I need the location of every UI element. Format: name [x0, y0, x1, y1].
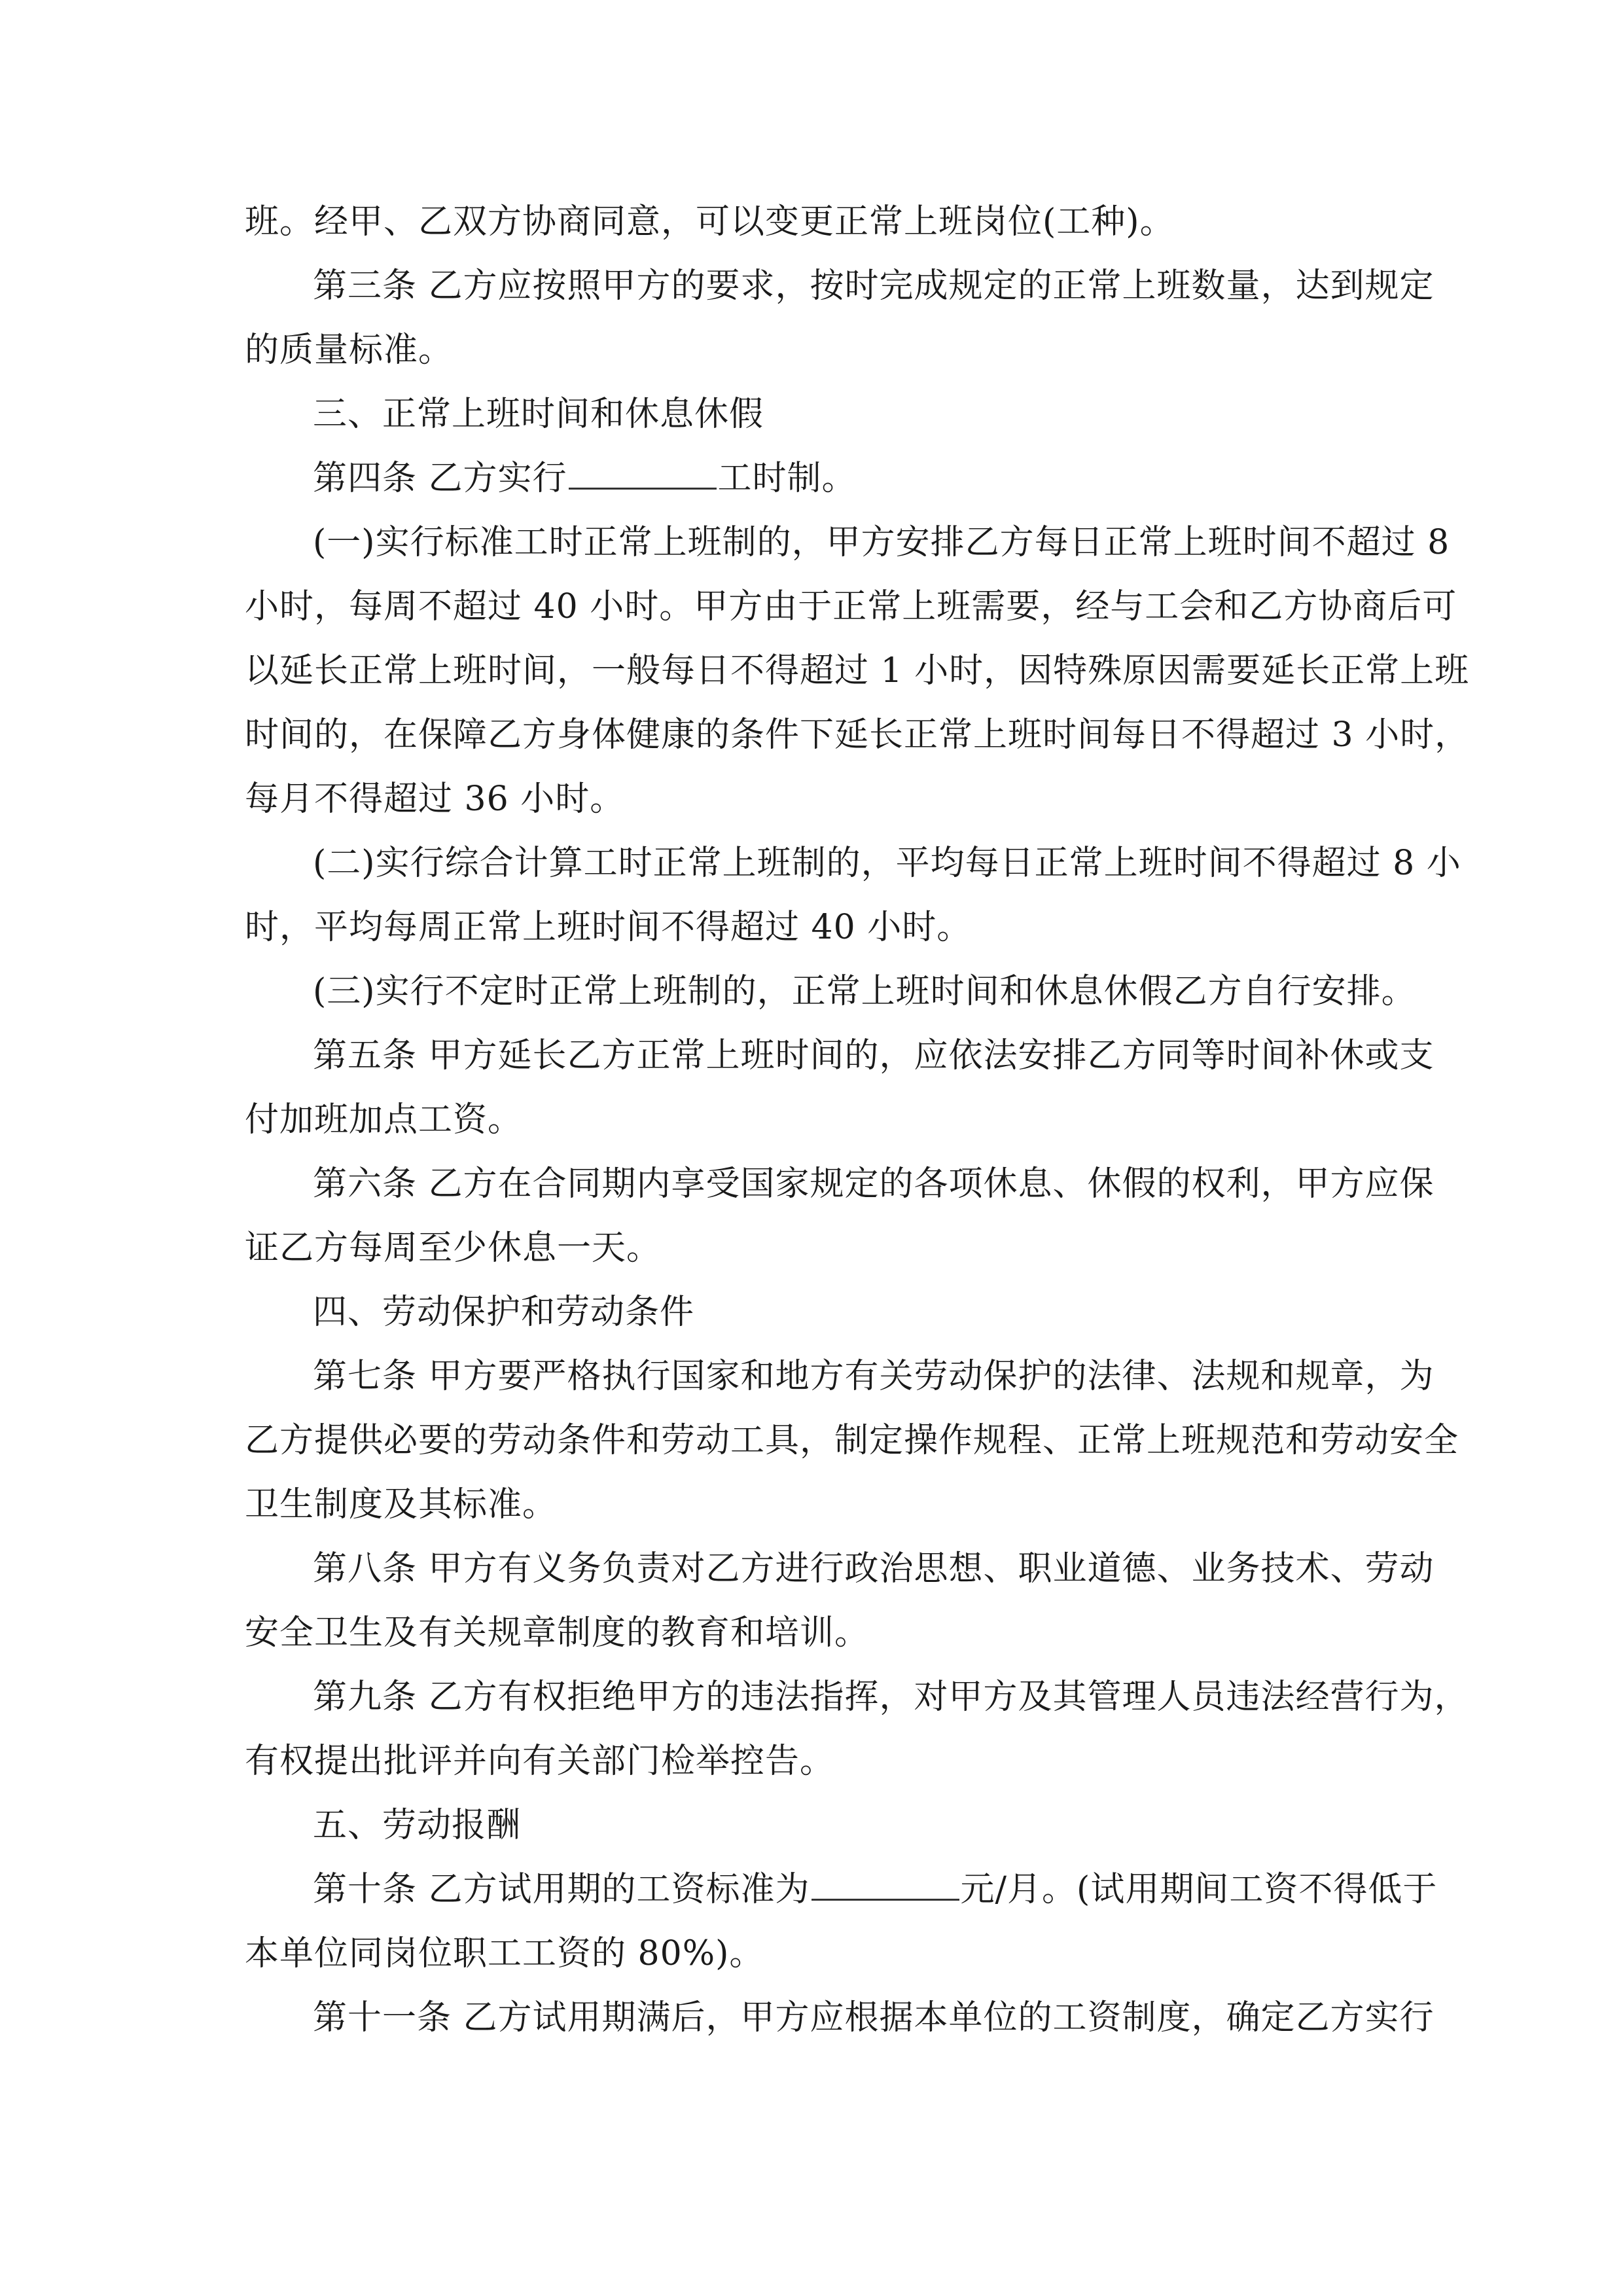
article-7-line: 第七条 甲方要严格执行国家和地方有关劳动保护的法律、法规和规章，为	[313, 1357, 1435, 1396]
document-page	[245, 190, 1470, 2050]
section-heading-4: 四、劳动保护和劳动条件	[313, 1293, 695, 1332]
article-9-line: 第九条 乙方有权拒绝甲方的违法指挥，对甲方及其管理人员违法经营行为，	[313, 1677, 1469, 1717]
article-4-suffix: 工时制。	[717, 459, 857, 498]
article-10-line	[245, 1857, 1438, 1922]
text-line: 付加班加点工资。	[245, 1100, 523, 1139]
article-4-prefix: 第四条 乙方实行	[313, 459, 567, 498]
clause-3-line: (三)实行不定时正常上班制的，正常上班时间和休息休假乙方自行安排。	[313, 972, 1416, 1011]
text-line: 小时，每周不超过 40 小时。甲方由于正常上班需要，经与工会和乙方协商后可	[245, 587, 1457, 626]
clause-2-line: (二)实行综合计算工时正常上班制的，平均每日正常上班时间不得超过 8 小	[313, 844, 1461, 883]
article-8-line: 第八条 甲方有义务负责对乙方进行政治思想、职业道德、业务技术、劳动	[313, 1549, 1435, 1588]
section-heading-5: 五、劳动报酬	[313, 1806, 522, 1845]
text-line: 以延长正常上班时间，一般每日不得超过 1 小时，因特殊原因需要延长正常上班	[245, 651, 1470, 691]
article-5-line: 第五条 甲方延长乙方正常上班时间的，应依法安排乙方同等时间补休或支	[313, 1036, 1435, 1075]
text-line: 班。经甲、乙双方协商同意，可以变更正常上班岗位(工种)。	[245, 202, 1175, 242]
text-line: 证乙方每周至少休息一天。	[245, 1229, 662, 1268]
article-10-prefix: 第十条 乙方试用期的工资标准为	[313, 1870, 810, 1909]
text-line: 的质量标准。	[245, 331, 454, 370]
work-hours-blank[interactable]	[569, 451, 717, 490]
article-3-line: 第三条 乙方应按照甲方的要求，按时完成规定的正常上班数量，达到规定	[313, 266, 1435, 306]
section-heading-3: 三、正常上班时间和休息休假	[313, 395, 764, 434]
text-line: 有权提出批评并向有关部门检举控告。	[245, 1742, 835, 1781]
text-line: 安全卫生及有关规章制度的教育和培训。	[245, 1613, 870, 1653]
text-line: 乙方提供必要的劳动条件和劳动工具，制定操作规程、正常上班规范和劳动安全	[245, 1421, 1459, 1460]
text-line: 本单位同岗位职工工资的 80%)。	[245, 1934, 764, 1973]
probation-wage-blank[interactable]	[812, 1862, 959, 1901]
text-line: 每月不得超过 36 小时。	[245, 780, 625, 819]
article-11-line: 第十一条 乙方试用期满后，甲方应根据本单位的工资制度，确定乙方实行	[313, 1998, 1435, 2037]
article-6-line: 第六条 乙方在合同期内享受国家规定的各项休息、休假的权利，甲方应保	[313, 1164, 1435, 1204]
article-10-suffix: 元/月。(试用期间工资不得低于	[960, 1870, 1438, 1909]
text-line: 时间的，在保障乙方身体健康的条件下延长正常上班时间每日不得超过 3 小时，	[245, 715, 1470, 755]
text-line: 卫生制度及其标准。	[245, 1485, 558, 1524]
text-line: 时，平均每周正常上班时间不得超过 40 小时。	[245, 908, 972, 947]
article-4-line	[245, 446, 1378, 511]
clause-1-line: (一)实行标准工时正常上班制的，甲方安排乙方每日正常上班时间不超过 8	[313, 523, 1450, 562]
